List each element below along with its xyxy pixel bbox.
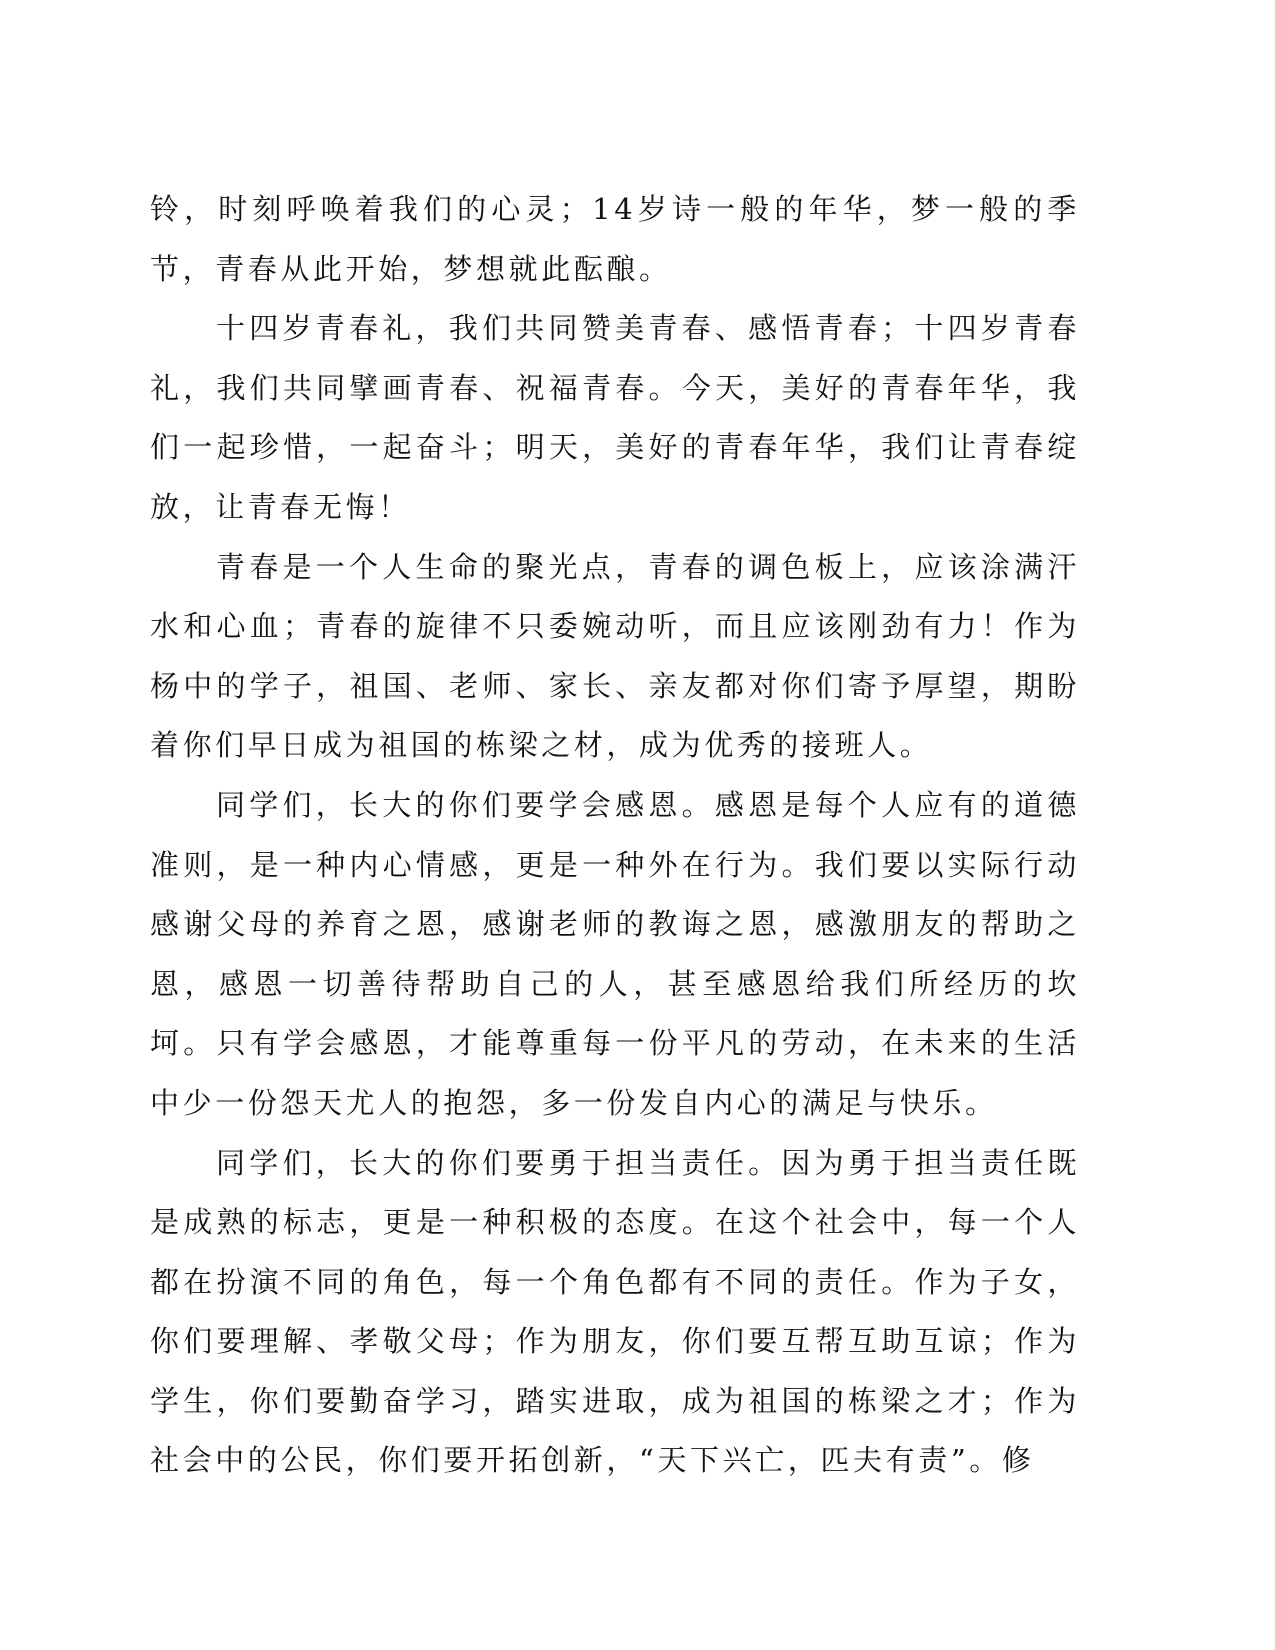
- paragraph-youth-focus: 青春是一个人生命的聚光点，青春的调色板上，应该涂满汗水和心血；青春的旋律不只委婉动听，而且应该刚劲有力！作为杨中的学子，祖国、老师、家长、亲友都对你们寄予厚望，期盼着你们早日成为祖国的栋梁之材，成为优秀的接班人。: [150, 549, 1080, 763]
- paragraph-responsibility: 同学们，长大的你们要勇于担当责任。因为勇于担当责任既是成熟的标志，更是一种积极的态度。在这个社会中，每一个人都在扮演不同的角色，每一个角色都有不同的责任。作为子女，你们要理解、孝敬父母；作为朋友，你们要互帮互助互谅；作为学生，你们要勤奋学习，踏实进取，成为祖国的栋梁之才；作为社会中的公民，你们要开拓创新，“天下兴亡，匹夫有责”。修: [150, 1145, 1080, 1478]
- paragraph-coming-of-age-ceremony: 十四岁青春礼，我们共同赞美青春、感悟青春；十四岁青春礼，我们共同擘画青春、祝福青春。今天，美好的青春年华，我们一起珍惜，一起奋斗；明天，美好的青春年华，我们让青春绽放，让青春无悔！: [150, 311, 1080, 524]
- paragraph-gratitude: 同学们，长大的你们要学会感恩。感恩是每个人应有的道德准则，是一种内心情感，更是一种外在行为。我们要以实际行动感谢父母的养育之恩，感谢老师的教诲之恩，感激朋友的帮助之恩，感恩一切善待帮助自己的人，甚至感恩给我们所经历的坎坷。只有学会感恩，才能尊重每一份平凡的劳动，在未来的生活中少一份怨天尤人的抱怨，多一份发自内心的满足与快乐。: [150, 787, 1080, 1120]
- paragraph-continuation: 铃，时刻呼唤着我们的心灵；14岁诗一般的年华，梦一般的季节，青春从此开始，梦想就此酝酿。: [150, 192, 1080, 286]
- document-body: [150, 180, 1080, 1491]
